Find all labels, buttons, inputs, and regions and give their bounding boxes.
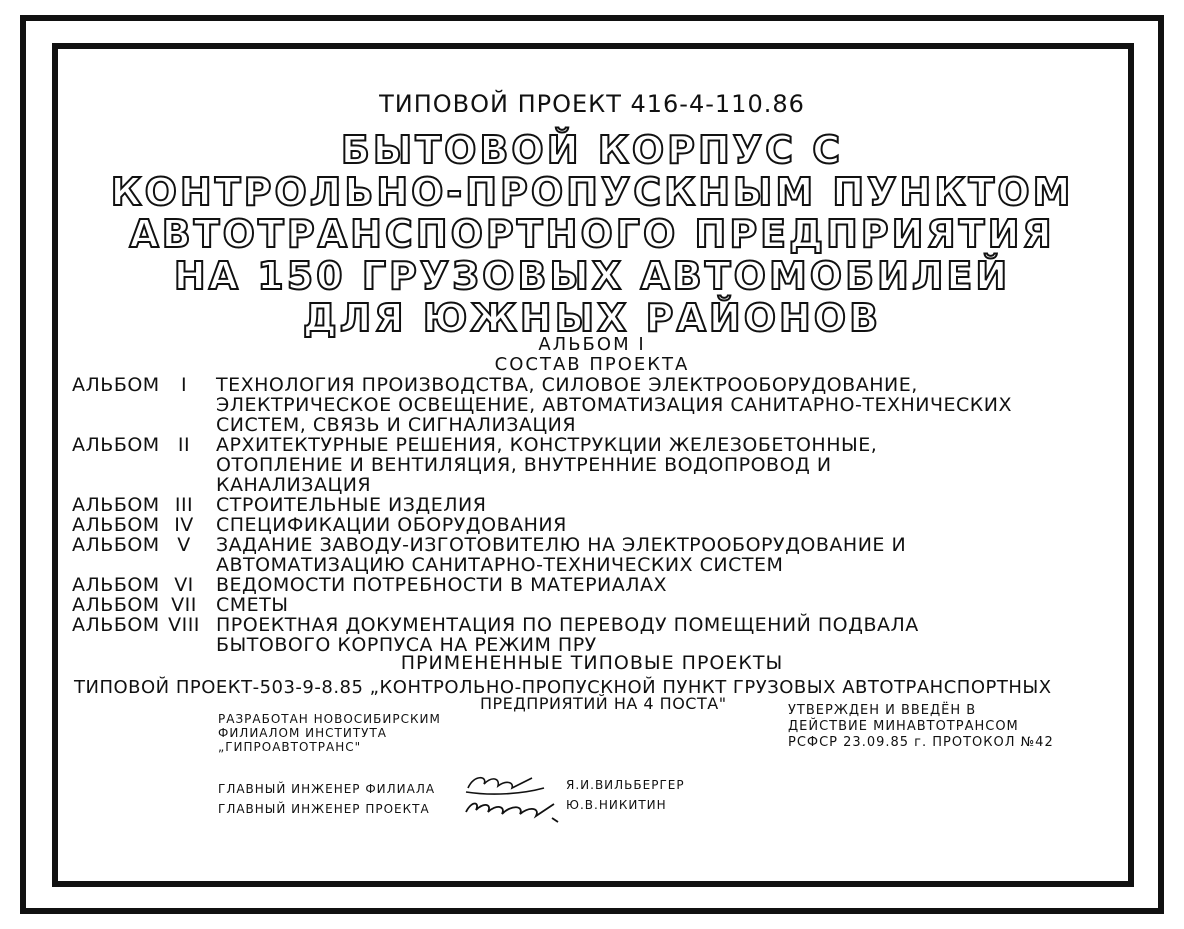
title-line-3: АВТОТРАНСПОРТНОГО ПРЕДПРИЯТИЯ — [129, 212, 1055, 256]
composition-heading: СОСТАВ ПРОЕКТА — [494, 354, 690, 375]
album-description-line: СТРОИТЕЛЬНЫЕ ИЗДЕЛИЯ — [216, 494, 487, 516]
approval-line-1: УТВЕРЖДЕН И ВВЕДЁН В — [788, 703, 977, 718]
album-label: АЛЬБОМ — [72, 494, 160, 516]
album-description-line: СИСТЕМ, СВЯЗЬ И СИГНАЛИЗАЦИЯ — [216, 414, 577, 436]
album-number: VII — [171, 594, 197, 616]
developer-line-2: ФИЛИАЛОМ ИНСТИТУТА — [218, 726, 388, 740]
album-number: I — [180, 374, 188, 396]
applied-projects-heading: ПРИМЕНЕННЫЕ ТИПОВЫЕ ПРОЕКТЫ — [400, 652, 784, 674]
current-album: АЛЬБОМ I — [538, 334, 646, 355]
signatory-name-1: Я.И.ВИЛЬБЕРГЕР — [566, 778, 685, 792]
signatory-name-2: Ю.В.НИКИТИН — [566, 798, 667, 812]
album-label: АЛЬБОМ — [72, 614, 160, 636]
signatory-role-1: ГЛАВНЫЙ ИНЖЕНЕР ФИЛИАЛА — [218, 782, 436, 796]
album-description-line: ЭЛЕКТРИЧЕСКОЕ ОСВЕЩЕНИЕ, АВТОМАТИЗАЦИЯ САНИТАРНО-ТЕХНИЧЕСКИХ — [216, 394, 1012, 416]
album-description-line: ОТОПЛЕНИЕ И ВЕНТИЛЯЦИЯ, ВНУТРЕННИЕ ВОДОПРОВОД И — [216, 454, 832, 476]
title-line-2: КОНТРОЛЬНО-ПРОПУСКНЫМ ПУНКТОМ — [110, 170, 1074, 214]
album-label: АЛЬБОМ — [72, 594, 160, 616]
signatory-role-2: ГЛАВНЫЙ ИНЖЕНЕР ПРОЕКТА — [218, 802, 430, 816]
album-description-line: КАНАЛИЗАЦИЯ — [216, 474, 372, 496]
album-description-line: АРХИТЕКТУРНЫЕ РЕШЕНИЯ, КОНСТРУКЦИИ ЖЕЛЕЗОБЕТОННЫЕ, — [216, 434, 878, 456]
album-label: АЛЬБОМ — [72, 374, 160, 396]
album-description-line: АВТОМАТИЗАЦИЮ САНИТАРНО-ТЕХНИЧЕСКИХ СИСТЕМ — [216, 554, 784, 576]
developer-line-3: „ГИПРОАВТОТРАНС" — [218, 740, 362, 754]
title-line-5: ДЛЯ ЮЖНЫХ РАЙОНОВ — [302, 296, 882, 340]
album-description-line: СПЕЦИФИКАЦИИ ОБОРУДОВАНИЯ — [216, 514, 567, 536]
album-description-line: БЫТОВОГО КОРПУСА НА РЕЖИМ ПРУ — [216, 634, 597, 656]
album-label: АЛЬБОМ — [72, 534, 160, 556]
album-description-line: ТЕХНОЛОГИЯ ПРОИЗВОДСТВА, СИЛОВОЕ ЭЛЕКТРООБОРУДОВАНИЕ, — [216, 374, 918, 396]
album-label: АЛЬБОМ — [72, 574, 160, 596]
album-description-line: СМЕТЫ — [216, 594, 289, 616]
album-number: VI — [174, 574, 194, 596]
album-number: V — [177, 534, 191, 556]
album-label: АЛЬБОМ — [72, 514, 160, 536]
signature-2 — [462, 792, 566, 826]
album-number: II — [177, 434, 191, 456]
applied-project-line-2: ПРЕДПРИЯТИЙ НА 4 ПОСТА" — [480, 694, 727, 713]
album-number: IV — [174, 514, 194, 536]
album-description-line: ВЕДОМОСТИ ПОТРЕБНОСТИ В МАТЕРИАЛАХ — [216, 574, 668, 596]
approval-line-2: ДЕЙСТВИЕ МИНАВТОТРАНСОМ — [788, 719, 1019, 734]
album-number: VIII — [168, 614, 200, 636]
album-number: III — [174, 494, 194, 516]
album-description-line: ПРОЕКТНАЯ ДОКУМЕНТАЦИЯ ПО ПЕРЕВОДУ ПОМЕЩЕНИЙ ПОДВАЛА — [216, 614, 919, 636]
applied-project-line-1: ТИПОВОЙ ПРОЕКТ-503-9-8.85 „КОНТРОЛЬНО-ПРОПУСКНОЙ ПУНКТ ГРУЗОВЫХ АВТОТРАНСПОРТНЫХ — [74, 677, 1052, 698]
album-label: АЛЬБОМ — [72, 434, 160, 456]
title-line-1: БЫТОВОЙ КОРПУС С — [340, 128, 844, 172]
title-line-4: НА 150 ГРУЗОВЫХ АВТОМОБИЛЕЙ — [173, 254, 1011, 298]
project-code: ТИПОВОЙ ПРОЕКТ 416-4-110.86 — [379, 90, 805, 118]
approval-line-3: РСФСР 23.09.85 г. ПРОТОКОЛ №42 — [788, 735, 1054, 750]
album-description-line: ЗАДАНИЕ ЗАВОДУ-ИЗГОТОВИТЕЛЮ НА ЭЛЕКТРООБОРУДОВАНИЕ И — [216, 534, 907, 556]
developer-line-1: РАЗРАБОТАН НОВОСИБИРСКИМ — [218, 712, 441, 726]
